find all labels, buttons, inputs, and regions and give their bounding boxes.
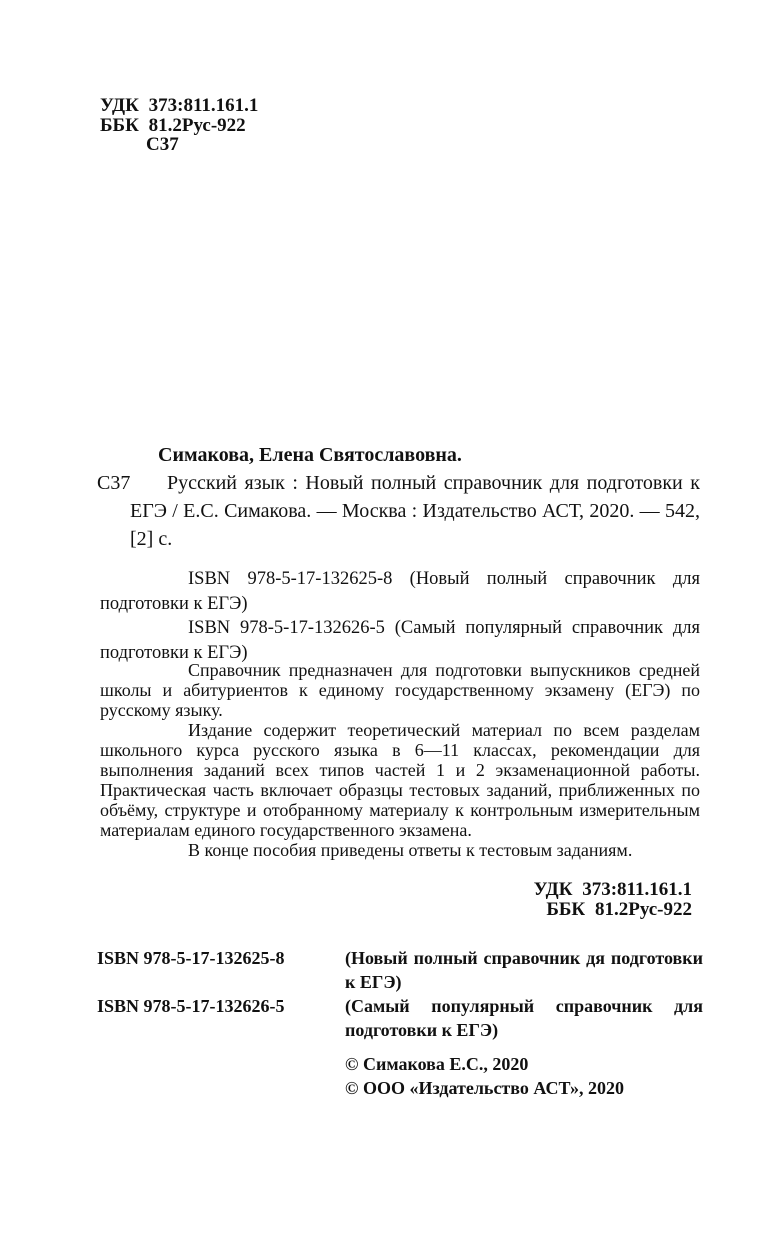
catalog-code: С37 bbox=[97, 472, 131, 494]
annotation-paragraph-3: В конце пособия приведены ответы к тестовым заданиям. bbox=[188, 840, 633, 860]
udk-line-repeat: УДК 373:811.161.1 bbox=[533, 879, 692, 900]
author-sign-line: С37 bbox=[146, 134, 179, 155]
annotation-paragraph-1: Справочник предназначен для подготовки выпускников средней школы и абитуриентов к единому государственному экзамену (ЕГЭ) по русскому языку. bbox=[100, 660, 700, 720]
top-classification-block bbox=[100, 96, 258, 155]
bibliographic-description: Русский язык : Новый полный справочник для подготовки к ЕГЭ / Е.С. Симакова. — Москва : Издательство АСТ, 2020. — 542, [2] с. bbox=[130, 472, 700, 550]
classification-repeat-block bbox=[534, 880, 692, 920]
isbn-note: (Самый популярный справочник для подготовки к ЕГЭ) bbox=[345, 996, 703, 1040]
imprint-block bbox=[97, 946, 703, 1100]
bbk-line: ББК 81.2Рус-922 bbox=[100, 114, 246, 136]
isbn-note-1: ISBN 978-5-17-132625-8 (Новый полный справочник для подготовки к ЕГЭ) bbox=[100, 569, 700, 614]
isbn-note-2: ISBN 978-5-17-132626-5 (Самый популярный справочник для подготовки к ЕГЭ) bbox=[100, 618, 700, 663]
annotation-block bbox=[100, 660, 700, 860]
isbn-row bbox=[97, 946, 703, 994]
udk-line: УДК 373:811.161.1 bbox=[100, 95, 259, 116]
isbn-row bbox=[97, 994, 703, 1042]
isbn-note: (Новый полный справочник дя подготовки к ЕГЭ) bbox=[345, 948, 703, 992]
copyright-author-line: © Симакова Е.С., 2020 bbox=[345, 1054, 529, 1074]
isbn-block bbox=[100, 567, 700, 665]
bbk-line-repeat: ББК 81.2Рус-922 bbox=[546, 899, 692, 920]
bibliographic-entry bbox=[97, 469, 700, 553]
annotation-paragraph-2: Издание содержит теоретический материал по всем разделам школьного курса русского языка в 6—11 классах, рекомендации для выполнения заданий всех типов частей 1 и 2 экзаменационной работы. Практическая часть включает образцы тестовых заданий, приближенных по объёму, структуре и отобранному материалу к контрольным измерительным материалам единого государственного экзамена. bbox=[100, 720, 700, 840]
copyright-block bbox=[345, 1052, 703, 1100]
isbn-number: ISBN 978-5-17-132625-8 bbox=[97, 948, 285, 968]
isbn-number: ISBN 978-5-17-132626-5 bbox=[97, 996, 285, 1016]
catalog-card bbox=[0, 441, 768, 665]
copyright-publisher-line: © ООО «Издательство АСТ», 2020 bbox=[345, 1078, 625, 1098]
author-heading: Симакова, Елена Святославовна. bbox=[158, 444, 462, 466]
